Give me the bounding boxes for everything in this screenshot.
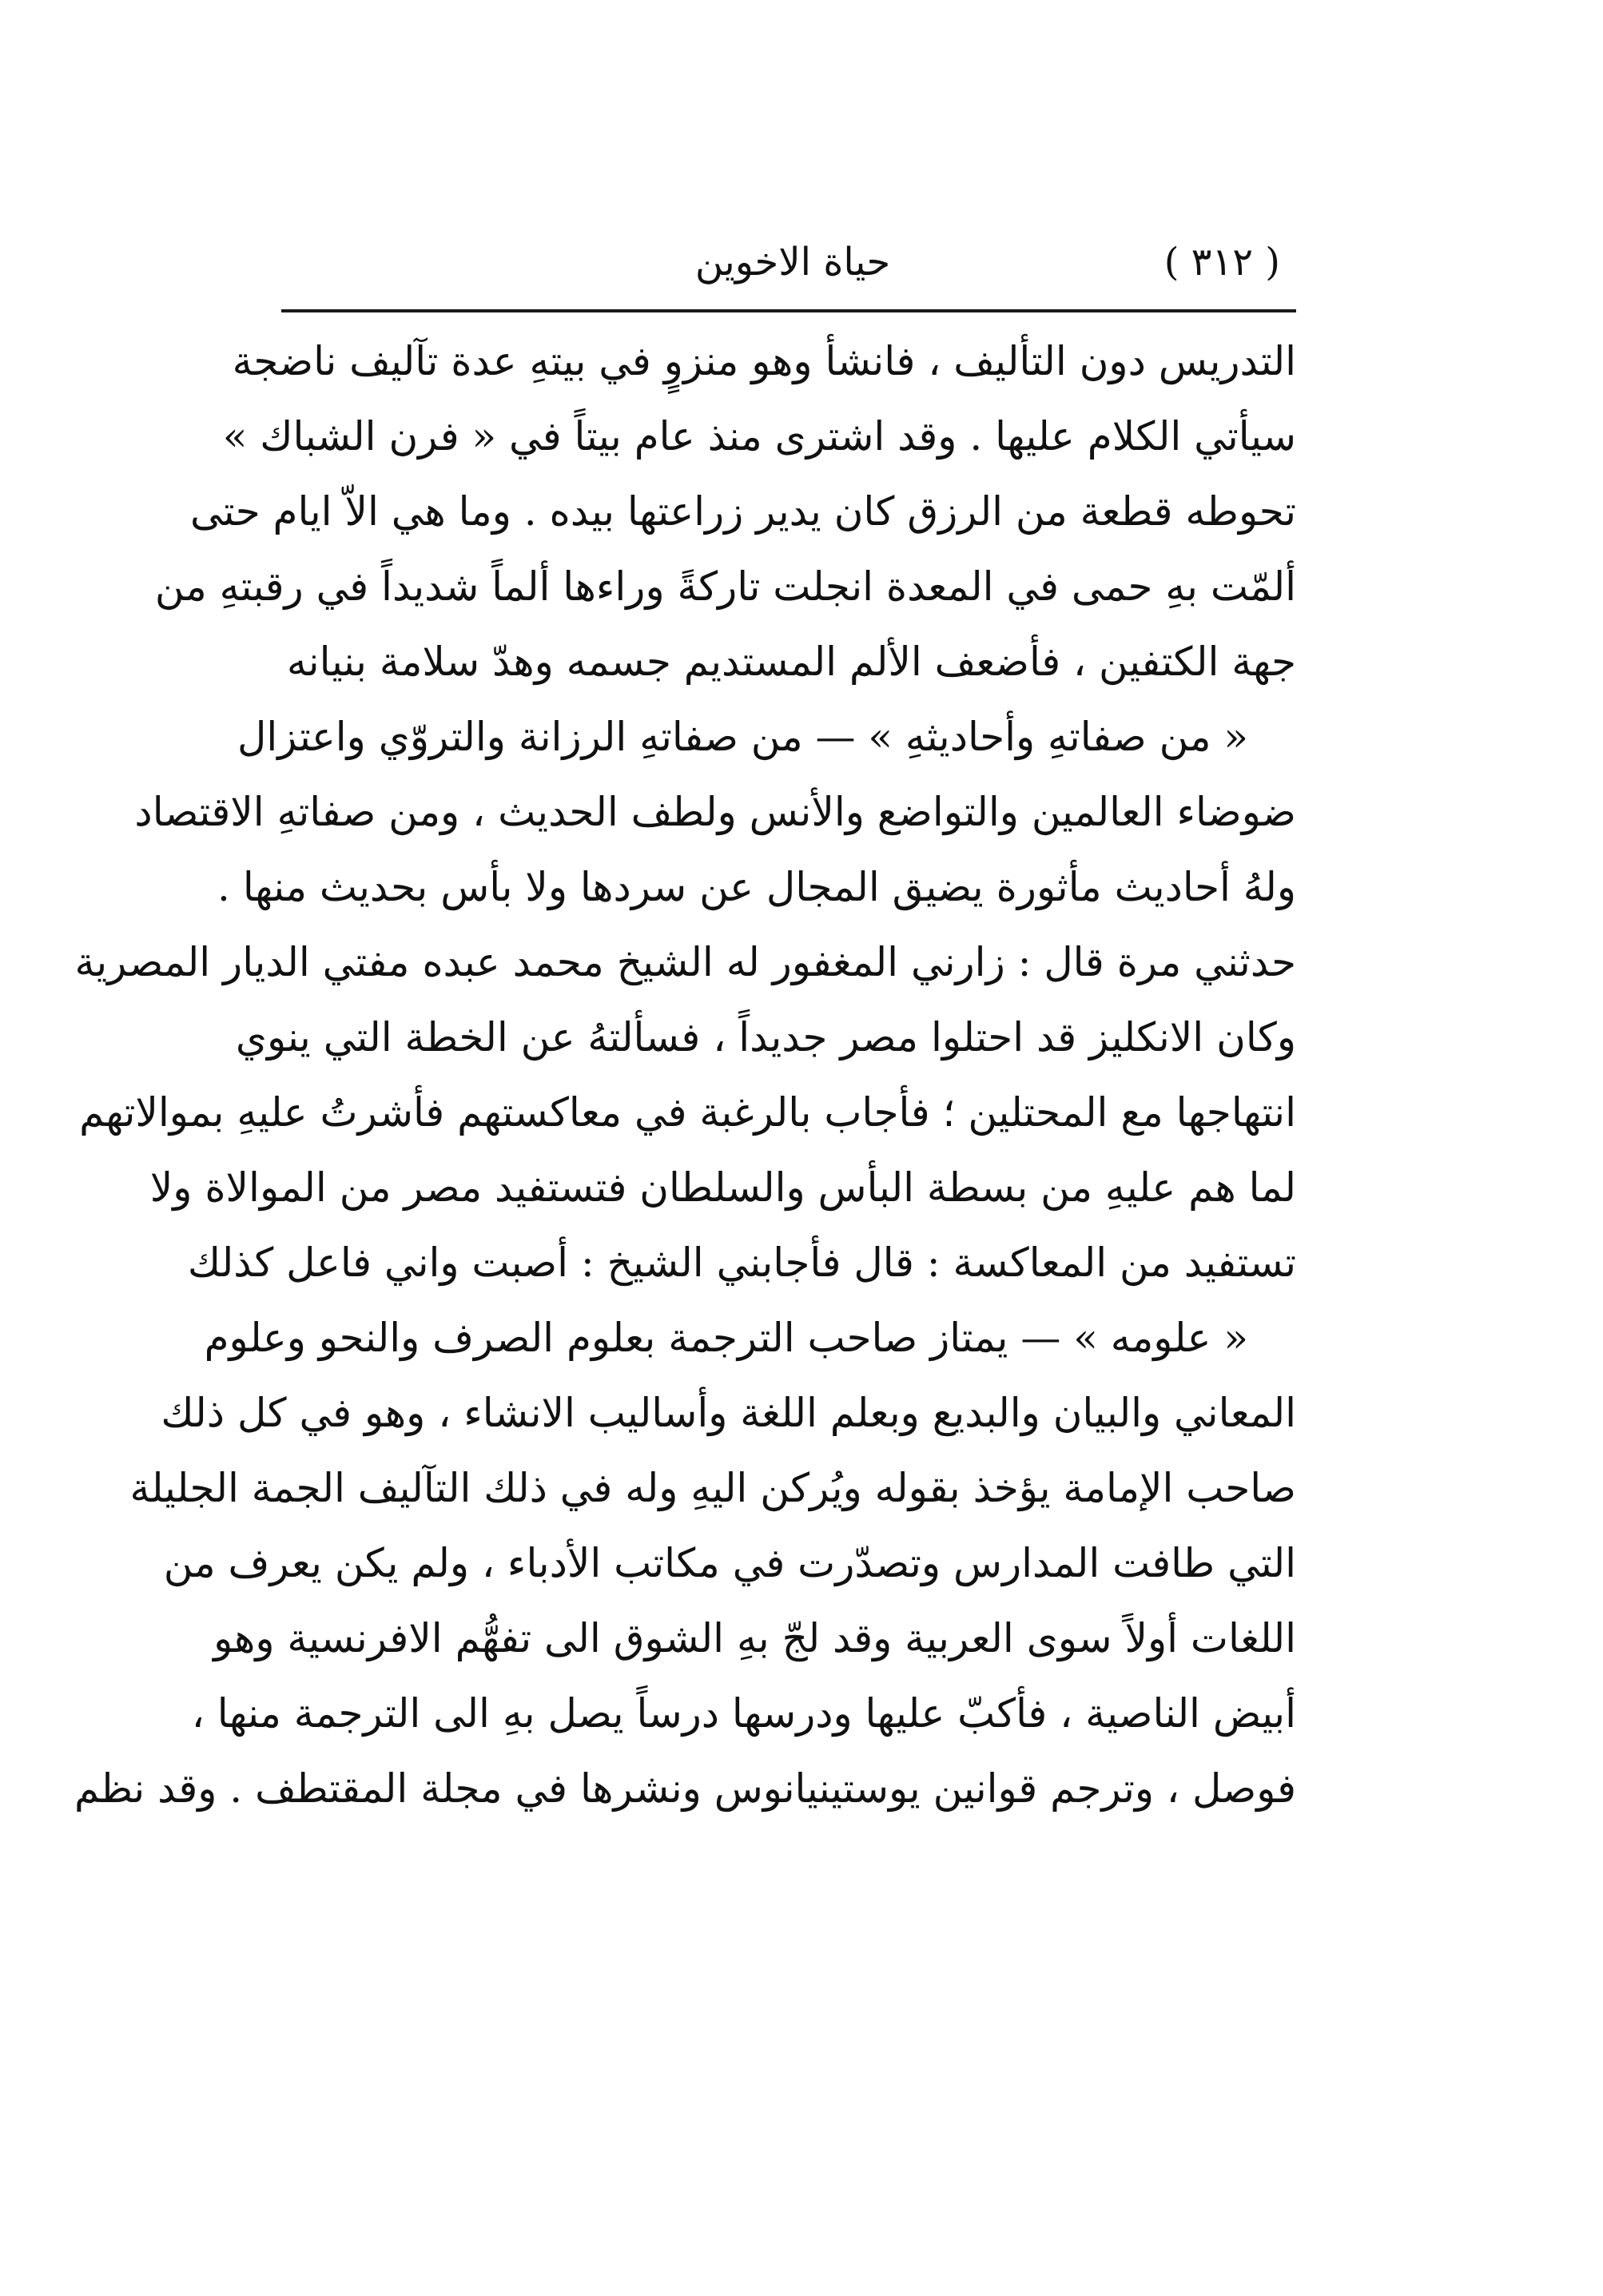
text-line: انتهاجها مع المحتلين ؛ فأجاب بالرغبة في معاكستهم فأشرتُ عليهِ بموالاتهم — [79, 1089, 1296, 1136]
header-divider — [281, 309, 1296, 312]
text-line: لما هم عليهِ من بسطة البأس والسلطان فتستفيد مصر من الموالاة ولا — [149, 1164, 1296, 1211]
text-line: فوصل ، وترجم قوانين يوستينيانوس ونشرها في مجلة المقتطف . وقد نظم — [74, 1765, 1296, 1812]
text-line: التي طافت المدارس وتصدّرت في مكاتب الأدباء ، ولم يكن يعرف من — [163, 1540, 1296, 1586]
text-line: حدثني مرة قال : زارني المغفور له الشيخ محمد عبده مفتي الديار المصرية — [74, 939, 1296, 985]
text-line: وكان الانكليز قد احتلوا مصر جديداً ، فسألتهُ عن الخطة التي ينوي — [235, 1014, 1296, 1060]
text-line: صاحب الإمامة يؤخذ بقوله ويُركن اليهِ وله في ذلك التآليف الجمة الجليلة — [129, 1465, 1296, 1511]
text-line: ضوضاء العالمين والتواضع والأنس ولطف الحديث ، ومن صفاتهِ الاقتصاد — [134, 789, 1296, 835]
text-line: اللغات أولاً سوى العربية وقد لجّ بهِ الشوق الى تفهُّم الافرنسية وهو — [213, 1615, 1296, 1661]
text-line: ولهُ أحاديث مأثورة يضيق المجال عن سردها ولا بأس بحديث منها . — [217, 864, 1296, 910]
text-line: تحوطه قطعة من الرزق كان يدير زراعتها بيده . وما هي الاّ ايام حتى — [189, 488, 1296, 535]
page-number: ( ٣١٢ ) — [1163, 240, 1280, 285]
text-line: تستفيد من المعاكسة : قال فأجابني الشيخ : أصبت واني فاعل كذلك — [187, 1240, 1296, 1286]
text-line: المعاني والبيان والبديع وبعلم اللغة وأساليب الانشاء ، وهو في كل ذلك — [161, 1390, 1296, 1436]
running-title: حياة الاخوين — [694, 240, 891, 285]
text-line: أبيض الناصية ، فأكبّ عليها ودرسها درساً يصل بهِ الى الترجمة منها ، — [191, 1690, 1296, 1737]
text-line: « من صفاتهِ وأحاديثهِ » — من صفاتهِ الرزانة والتروّي واعتزال — [237, 714, 1248, 760]
body-text — [74, 324, 1296, 1826]
text-line: سيأتي الكلام عليها . وقد اشترى منذ عام بيتاً في « فرن الشباك » — [222, 413, 1296, 460]
running-head — [281, 233, 1296, 305]
text-line: ألمّت بهِ حمى في المعدة انجلت تاركةً وراءها ألماً شديداً في رقبتهِ من — [154, 563, 1296, 610]
text-line: جهة الكتفين ، فأضعف الألم المستديم جسمه وهدّ سلامة بنيانه — [286, 639, 1296, 685]
text-line: التدريس دون التأليف ، فانشأ وهو منزوٍ في بيتهِ عدة تآليف ناضجة — [232, 338, 1296, 384]
text-line: « علومه » — يمتاز صاحب الترجمة بعلوم الصرف والنحو وعلوم — [204, 1315, 1248, 1361]
